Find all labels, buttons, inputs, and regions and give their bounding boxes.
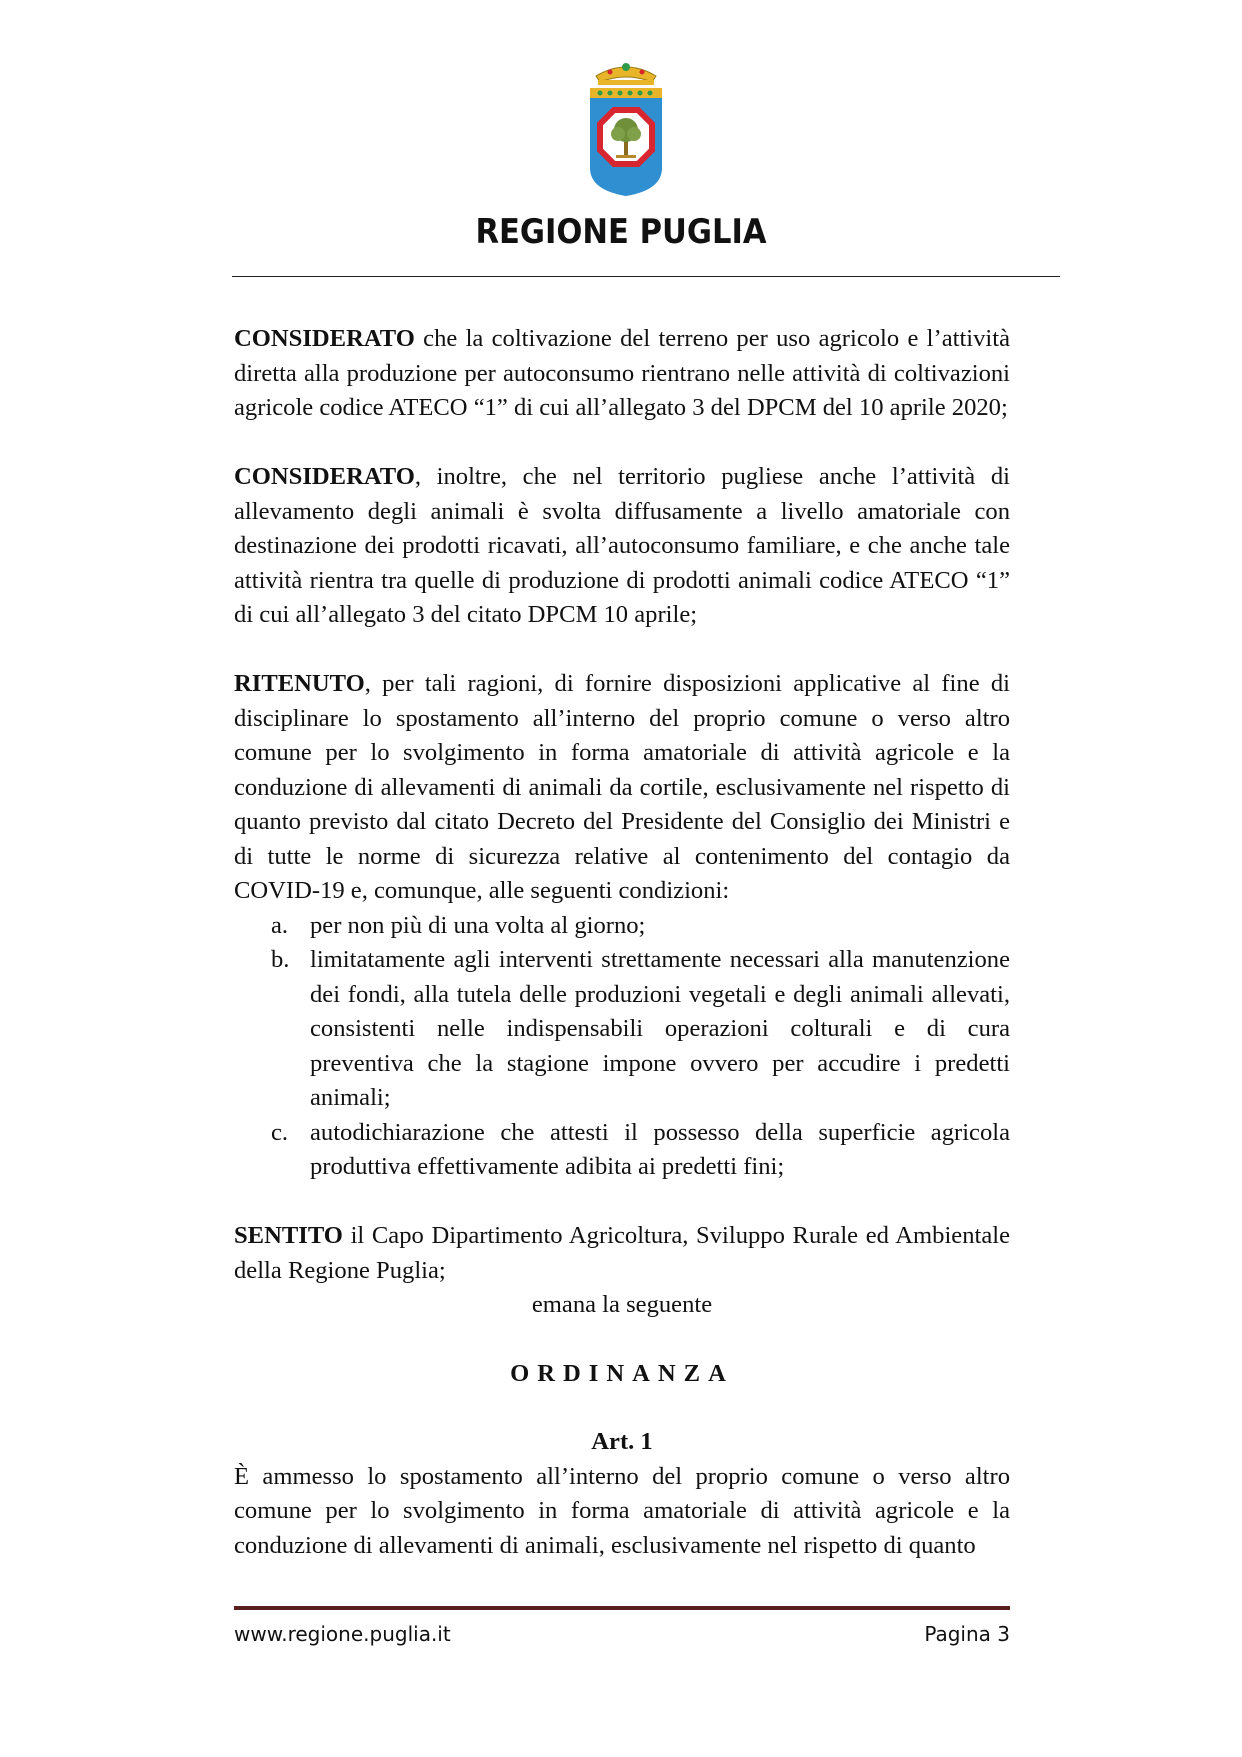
list-item-label: a. xyxy=(271,911,289,939)
paragraph-text: che la coltivazione del terreno per uso agricolo e l’attività diretta alla produzione per autoconsumo rientrano nelle attività di coltivazioni agricole codice ATECO “1” di cui all’allegato 3 del DPCM del 10 aprile 2020; xyxy=(234,325,1010,421)
header-divider xyxy=(232,276,1060,277)
emana-line: emana la seguente xyxy=(531,1291,713,1318)
page-header xyxy=(0,0,1242,275)
paragraph-lead: CONSIDERATO xyxy=(234,325,415,352)
paragraph-considerato-2 xyxy=(234,460,1010,633)
footer-divider xyxy=(234,1606,1010,1610)
paragraph-lead: RITENUTO xyxy=(234,670,365,697)
ordinanza-heading: ORDINANZA xyxy=(510,1359,734,1387)
footer-page-number: Pagina 3 xyxy=(924,1622,1010,1646)
list-item-text: per non più di una volta al giorno; xyxy=(310,911,646,939)
paragraph-text: , per tali ragioni, di fornire disposizioni applicative al fine di disciplinare lo spostamento all’interno del proprio comune o verso altro comune per lo svolgimento in forma amatoriale di attività agricole e la conduzione di allevamenti di animali da cortile, esclusivamente nel rispetto di quanto previsto dal citato Decreto del Presidente del Consiglio dei Ministri e di tutte le norme di sicurezza relative al contenimento del contagio da COVID-19 e, comunque, alle seguenti condizioni: xyxy=(234,670,1010,904)
regione-puglia-emblem-icon xyxy=(586,58,666,198)
list-item-text: autodichiarazione che attesti il possesso della superficie agricola produttiva effettivamente adibita ai predetti fini; xyxy=(310,1118,1010,1180)
paragraph-ritenuto xyxy=(234,667,1010,909)
paragraph-lead: CONSIDERATO xyxy=(234,463,415,490)
paragraph-text: il Capo Dipartimento Agricoltura, Sviluppo Rurale ed Ambientale della Regione Puglia; xyxy=(234,1222,1010,1284)
paragraph-text: , inoltre, che nel territorio pugliese anche l’attività di allevamento degli animali è svolta diffusamente a livello amatoriale con destinazione dei prodotti ricavati, all’autoconsumo familiare, e che anche tale attività rientra tra quelle di produzione di prodotti animali codice ATECO “1” di cui all’allegato 3 del citato DPCM 10 aprile; xyxy=(234,463,1010,628)
document-body xyxy=(234,322,1010,1563)
list-item-label: c. xyxy=(271,1118,289,1146)
agency-name: REGIONE PUGLIA xyxy=(475,212,767,252)
list-item xyxy=(234,943,1010,1116)
footer-website: www.regione.puglia.it xyxy=(234,1622,451,1646)
list-item xyxy=(234,1116,1010,1185)
paragraph-considerato-1 xyxy=(234,322,1010,426)
article-text: È ammesso lo spostamento all’interno del proprio comune o verso altro comune per lo svolgimento in forma amatoriale di attività agricole e la conduzione di allevamenti di animali, esclusivamente nel rispetto di quanto xyxy=(234,1462,1010,1559)
conditions-list xyxy=(234,909,1010,1185)
list-item-text: limitatamente agli interventi strettamente necessari alla manutenzione dei fondi, alla tutela delle produzioni vegetali e degli animali allevati, consistenti nelle indispensabili operazioni colturali e di cura preventiva che la stagione impone ovvero per accudire i predetti animali; xyxy=(310,946,1010,1111)
paragraph-sentito xyxy=(234,1219,1010,1288)
paragraph-lead: SENTITO xyxy=(234,1222,343,1249)
article-title: Art. 1 xyxy=(591,1428,653,1455)
list-item xyxy=(234,909,1010,944)
list-item-label: b. xyxy=(271,946,290,973)
